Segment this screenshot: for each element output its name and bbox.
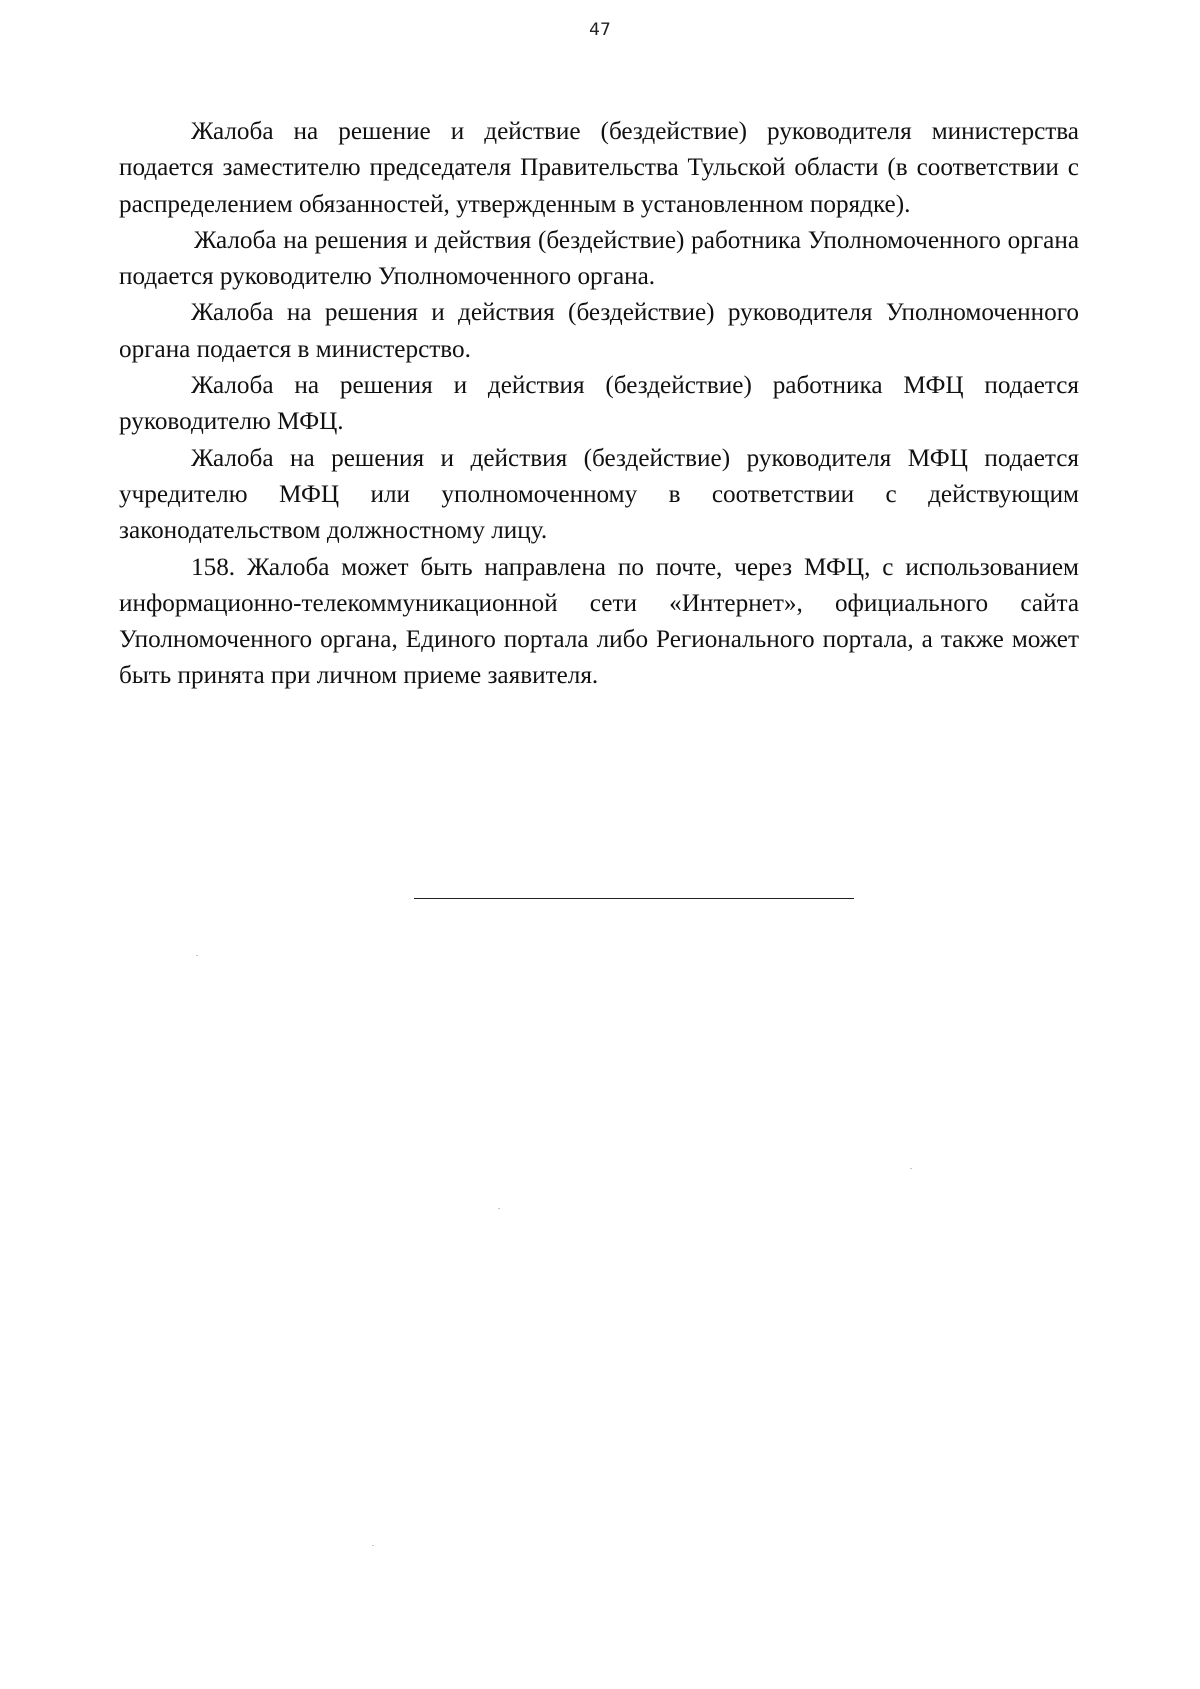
paragraph-minister-complaint: Жалоба на решение и действие (бездействие) руководителя министерства подается заместителю председателя Правительства Тульской области (в соответствии с распределением обязанностей, утвержденным в установленном порядке). xyxy=(119,118,1079,218)
paragraph-mfc-employee-complaint: Жалоба на решения и действия (бездействие) работника МФЦ подается руководителю МФЦ. xyxy=(119,372,1079,436)
scan-speck xyxy=(196,955,198,956)
paragraph-authorized-body-employee-complaint: Жалоба на решения и действия (бездействие) работника Уполномоченного органа подается руководителю Уполномоченного органа. xyxy=(119,226,1079,291)
paragraph-mfc-head-complaint: Жалоба на решения и действия (бездействие) руководителя МФЦ подается учредителю МФЦ или уполномоченному в соответствии с действующим законодательством должностному лицу. xyxy=(119,444,1079,545)
scan-speck xyxy=(498,1208,500,1209)
paragraph-authorized-body-head-complaint: Жалоба на решения и действия (бездействие) руководителя Уполномоченного органа подается в министерство. xyxy=(119,299,1079,363)
page-number: 47 xyxy=(589,20,611,40)
scan-speck xyxy=(372,1545,374,1546)
scan-speck xyxy=(910,1168,912,1169)
document-body xyxy=(119,114,1079,695)
end-separator-line xyxy=(414,898,854,899)
paragraph-158-submission-methods: 158. Жалоба может быть направлена по почте, через МФЦ, с использованием информационно-телекоммуникационной сети «Интернет», официального сайта Уполномоченного органа, Единого портала либо Регионального портала, а также может быть принята при личном приеме заявителя. xyxy=(119,553,1079,690)
